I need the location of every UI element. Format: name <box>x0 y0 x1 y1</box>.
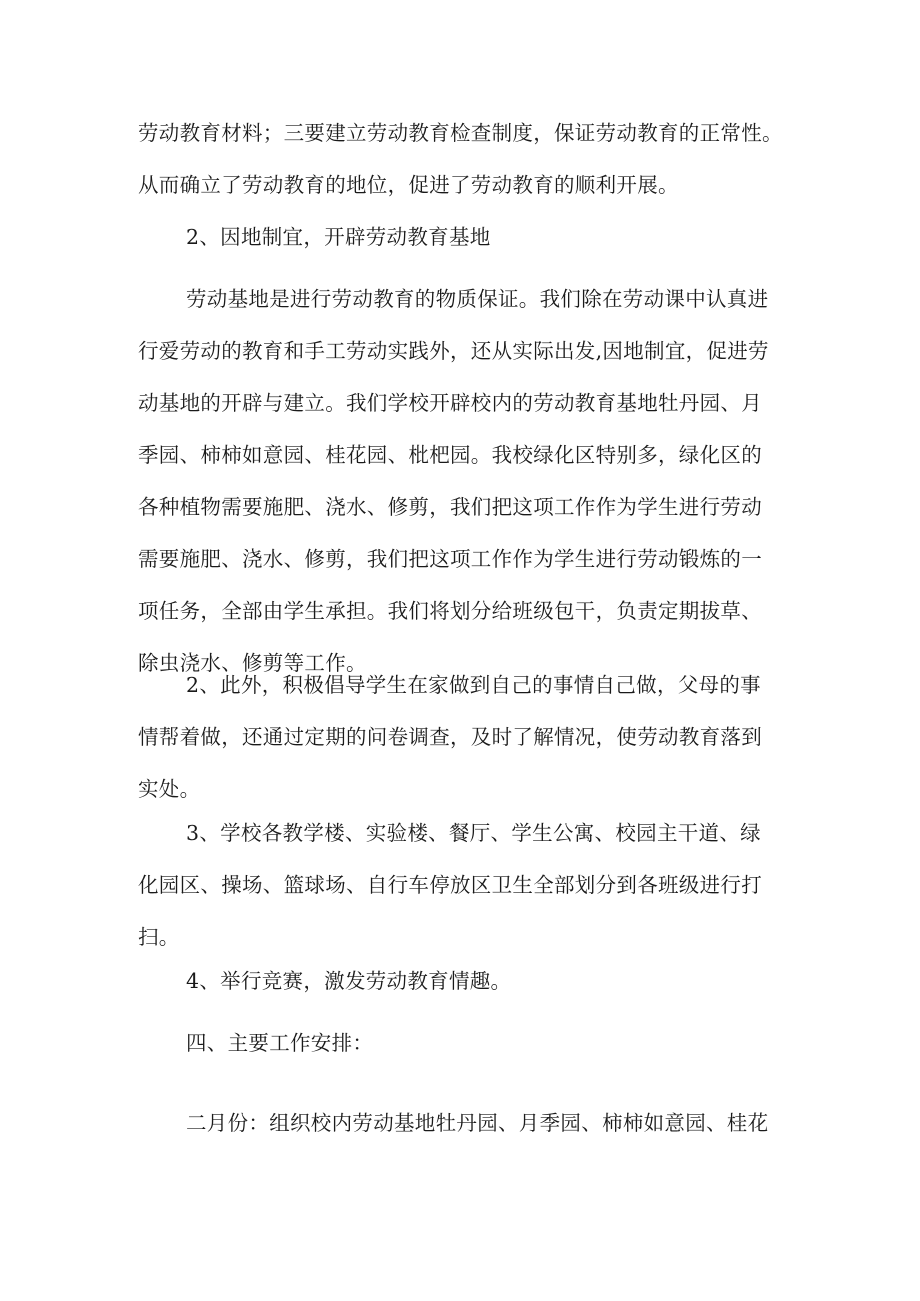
text-line: 项任务，全部由学生承担。我们将划分给班级包干，负责定期拔草、 <box>138 599 762 623</box>
text-line: 行爱劳动的教育和手工劳动实践外，还从实际出发,因地制宜，促进劳 <box>138 339 769 363</box>
heading-2-base <box>138 211 810 263</box>
p-continuation <box>138 107 810 211</box>
text-line: 二月份：组织校内劳动基地牡丹园、月季园、柿柿如意园、桂花 <box>186 1111 769 1135</box>
text-line: 扫。 <box>138 925 180 949</box>
text-line: 4、举行竞赛，激发劳动教育情趣。 <box>186 969 512 993</box>
heading-4-arrangement <box>138 1017 810 1069</box>
text-line: 劳动教育材料；三要建立劳动教育检查制度，保证劳动教育的正常性。 <box>138 121 783 145</box>
p-item-3-school <box>138 807 810 963</box>
p-labor-base <box>138 273 810 689</box>
text-line: 化园区、操场、篮球场、自行车停放区卫生全部划分到各班级进行打 <box>138 873 762 897</box>
text-line: 3、学校各教学楼、实验楼、餐厅、学生公寓、校园主干道、绿 <box>186 821 761 845</box>
text-line: 实处。 <box>138 777 201 801</box>
text-line: 从而确立了劳动教育的地位，促进了劳动教育的顺利开展。 <box>138 173 679 197</box>
text-line: 各种植物需要施肥、浇水、修剪，我们把这项工作作为学生进行劳动 <box>138 495 762 519</box>
p-february <box>138 1097 810 1149</box>
text-line: 需要施肥、浇水、修剪，我们把这项工作作为学生进行劳动锻炼的一 <box>138 547 762 571</box>
text-line: 四、主要工作安排： <box>186 1031 374 1055</box>
text-line: 情帮着做，还通过定期的问卷调查，及时了解情况，使劳动教育落到 <box>138 725 762 749</box>
text-line: 季园、柿柿如意园、桂花园、枇杷园。我校绿化区特别多，绿化区的 <box>138 443 762 467</box>
text-line: 劳动基地是进行劳动教育的物质保证。我们除在劳动课中认真进 <box>186 287 769 311</box>
text-line: 除虫浇水、修剪等工作。 <box>138 651 367 675</box>
text-line: 动基地的开辟与建立。我们学校开辟校内的劳动教育基地牡丹园、月 <box>138 391 762 415</box>
text-line: 2、因地制宜，开辟劳动教育基地 <box>186 225 491 249</box>
p-item-4-competition <box>138 955 810 1007</box>
p-item-2-home <box>138 659 810 815</box>
text-line: 2、此外，积极倡导学生在家做到自己的事情自己做，父母的事 <box>186 673 761 697</box>
